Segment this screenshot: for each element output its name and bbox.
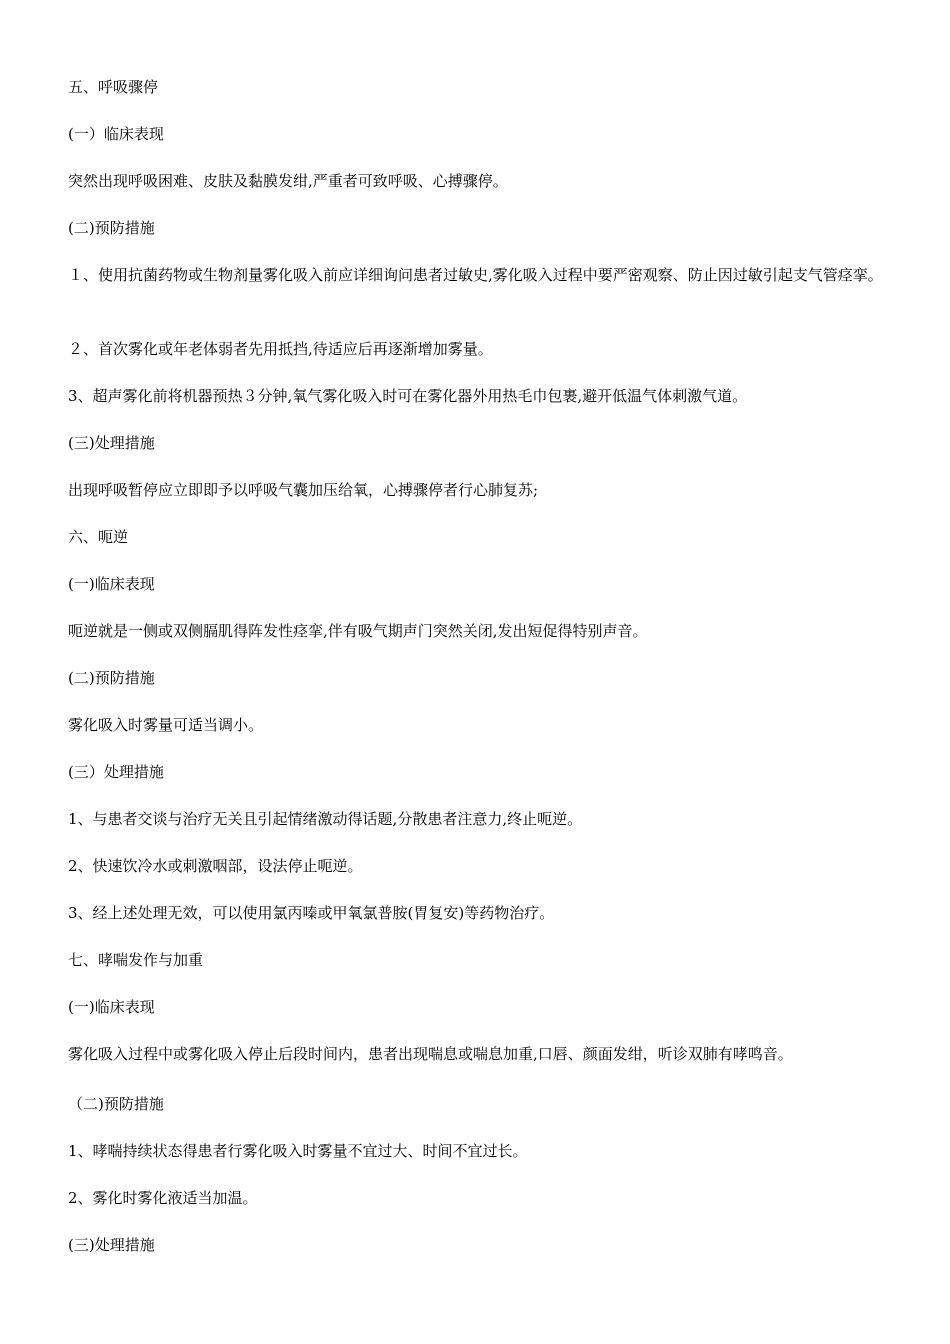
- paragraph: 突然出现呼吸困难、皮肤及黏膜发绀,严重者可致呼吸、心搏骤停。: [68, 172, 508, 190]
- subheading-clinical-manifestation: (一)临床表现: [68, 998, 155, 1016]
- subheading-treatment: (三）处理措施: [68, 763, 164, 781]
- paragraph: 2、快速饮冷水或刺激咽部，设法停止呃逆。: [68, 857, 363, 875]
- section-heading-hiccup: 六、呃逆: [68, 528, 129, 546]
- paragraph: 出现呼吸暂停应立即即予以呼吸气囊加压给氧，心搏骤停者行心肺复苏;: [68, 481, 539, 499]
- section-heading-asthma: 七、哮喘发作与加重: [68, 951, 204, 969]
- paragraph: 雾化吸入时雾量可适当调小。: [68, 716, 264, 734]
- paragraph: ２、首次雾化或年老体弱者先用抵挡,待适应后再逐渐增加雾量。: [68, 340, 493, 358]
- paragraph: 3、经上述处理无效，可以使用氯丙嗪或甲氧氯普胺(胃复安)等药物治疗。: [68, 904, 555, 922]
- subheading-prevention: （二)预防措施: [68, 1095, 164, 1113]
- paragraph: 3、超声雾化前将机器预热３分钟,氧气雾化吸入时可在雾化器外用热毛巾包裹,避开低温气体刺激气道。: [68, 387, 748, 405]
- paragraph: 2、雾化时雾化液适当加温。: [68, 1189, 258, 1207]
- paragraph: １、使用抗菌药物或生物剂量雾化吸入前应详细询问患者过敏史,雾化吸入过程中要严密观察、防止因过敏引起支气管痉挛。: [68, 266, 883, 284]
- subheading-treatment: (三)处理措施: [68, 1236, 155, 1254]
- paragraph: 雾化吸入过程中或雾化吸入停止后段时间内，患者出现喘息或喘息加重,口唇、颜面发绀，听诊双肺有哮鸣音。: [68, 1045, 793, 1063]
- subheading-treatment: (三)处理措施: [68, 434, 155, 452]
- paragraph: 呃逆就是一侧或双侧膈肌得阵发性痉挛,伴有吸气期声门突然关闭,发出短促得特别声音。: [68, 622, 648, 640]
- subheading-prevention: (二)预防措施: [68, 219, 155, 237]
- subheading-prevention: (二)预防措施: [68, 669, 155, 687]
- subheading-clinical-manifestation: (一）临床表现: [68, 125, 164, 143]
- subheading-clinical-manifestation: (一)临床表现: [68, 575, 155, 593]
- section-heading-respiratory-arrest: 五、呼吸骤停: [68, 78, 159, 96]
- paragraph: 1、与患者交谈与治疗无关且引起情绪激动得话题,分散患者注意力,终止呃逆。: [68, 810, 583, 828]
- paragraph: 1、哮喘持续状态得患者行雾化吸入时雾量不宜过大、时间不宜过长。: [68, 1142, 528, 1160]
